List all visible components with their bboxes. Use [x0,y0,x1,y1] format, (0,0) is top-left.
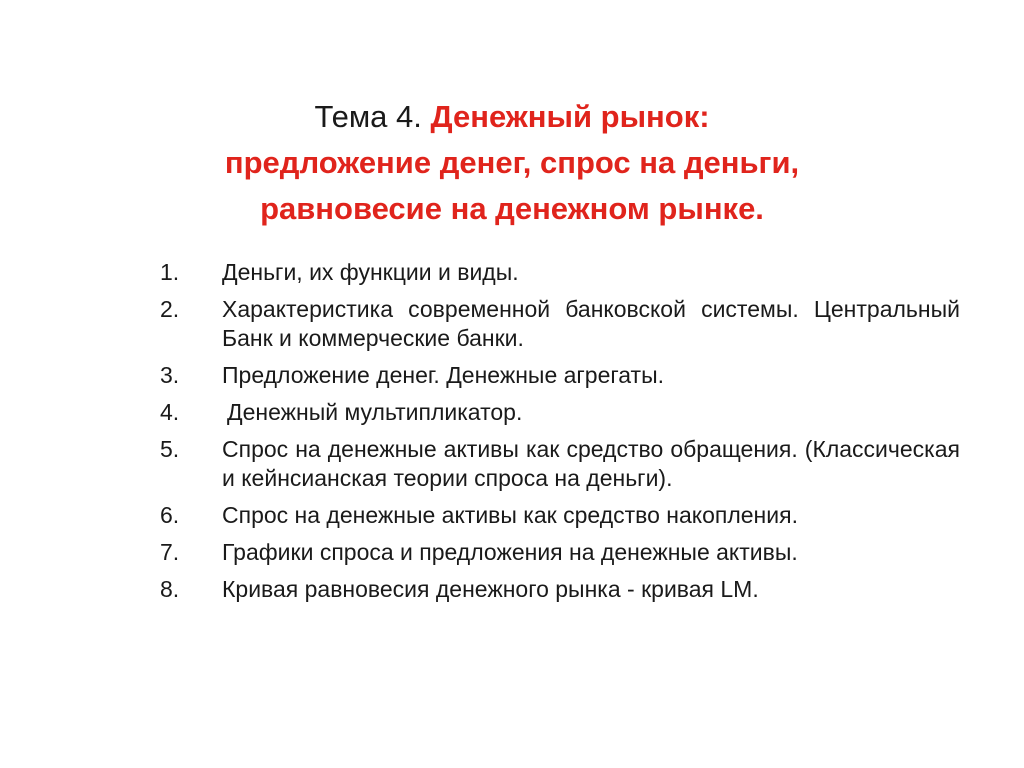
list-item [160,538,960,567]
item-text: Спрос на денежные активы как средство накопления. [222,502,798,528]
item-text: Денежный мультипликатор. [227,399,523,425]
list-item [160,295,960,353]
item-text: Кривая равновесия денежного рынка - кривая LM. [222,576,759,602]
item-number: 2. [160,296,180,322]
list-item [160,398,960,427]
item-text: Предложение денег. Денежные агрегаты. [222,362,665,388]
list-item [160,575,960,604]
item-number: 1. [160,259,180,285]
item-text: Спрос на денежные активы как средство обращения. (Классическая и кейнсианская теории спроса на деньги). [222,436,960,491]
list-item [160,258,960,287]
list-item [160,501,960,530]
agenda-list [160,258,960,612]
title-line-2: предложение денег, спрос на деньги, [224,145,800,180]
item-number: 5. [160,436,180,462]
item-text: Деньги, их функции и виды. [222,259,519,285]
item-number: 7. [160,539,180,565]
item-text: Графики спроса и предложения на денежные активы. [222,539,798,565]
slide-title [120,94,904,232]
item-number: 3. [160,362,180,388]
list-item [160,435,960,493]
title-line-3: равновесие на денежном рынке. [260,191,764,226]
list-item [160,361,960,390]
title-line-1: Денежный рынок: [430,99,710,134]
item-text: Характеристика современной банковской системы. Центральный Банк и коммерческие банки. [222,296,960,351]
item-number: 8. [160,576,180,602]
item-number: 4. [160,399,180,425]
title-prefix: Тема 4. [314,99,422,134]
item-number: 6. [160,502,180,528]
